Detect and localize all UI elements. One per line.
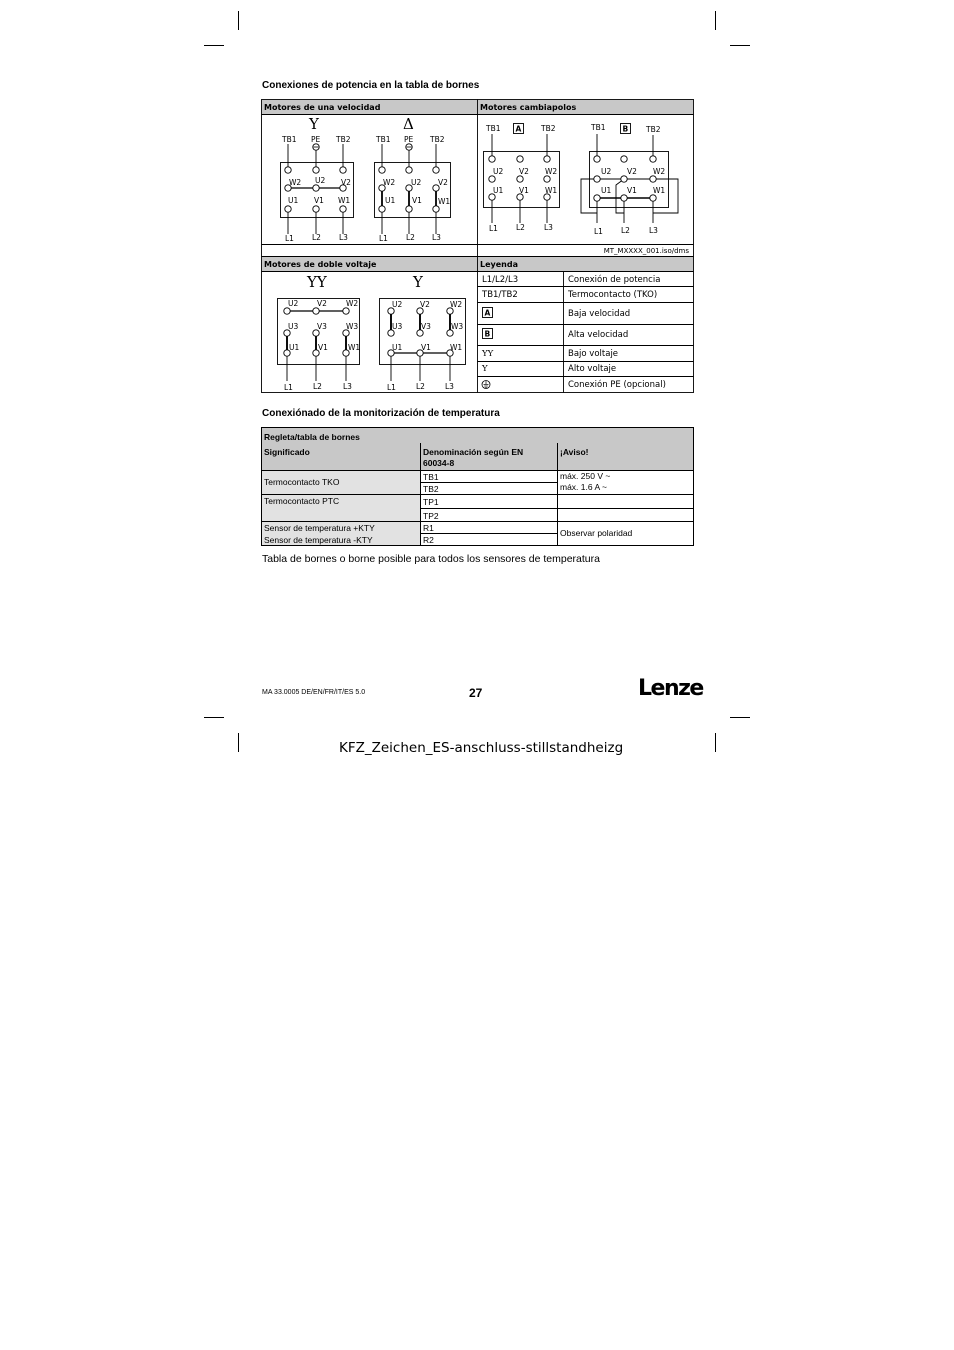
svg-text:L2: L2 — [621, 226, 630, 235]
svg-text:Conexión de potencia: Conexión de potencia — [568, 275, 661, 285]
crop-mark — [715, 733, 716, 752]
svg-text:YY: YY — [307, 273, 327, 291]
svg-text:V2: V2 — [627, 167, 637, 176]
svg-text:YY: YY — [482, 349, 494, 359]
document-reference: MA 33.0005 DE/EN/FR/IT/ES 5.0 — [262, 689, 366, 696]
file-reference: MT_MXXXX_001.iso/dms — [603, 247, 689, 255]
svg-text:V3: V3 — [317, 322, 327, 331]
svg-text:W2: W2 — [545, 167, 558, 176]
svg-text:A: A — [515, 124, 522, 134]
diagram-low-speed-a — [484, 124, 560, 234]
cell-tb1: TB1 — [423, 472, 439, 482]
svg-text:L1/L2/L3: L1/L2/L3 — [482, 275, 519, 285]
svg-text:Δ: Δ — [403, 115, 414, 133]
cell-tko-voltage: máx. 250 V ~ — [560, 471, 611, 481]
svg-text:U1: U1 — [385, 196, 396, 205]
svg-text:V2: V2 — [317, 299, 327, 308]
crop-mark — [204, 45, 224, 46]
svg-text:W2: W2 — [383, 178, 396, 187]
svg-text:Termocontacto (TKO): Termocontacto (TKO) — [568, 290, 658, 300]
crop-mark — [730, 45, 750, 46]
wiring-figure — [261, 99, 694, 393]
page-number: 27 — [469, 686, 483, 700]
svg-text:V2: V2 — [420, 300, 430, 309]
svg-text:V3: V3 — [421, 322, 431, 331]
svg-text:TB1/TB2: TB1/TB2 — [482, 290, 518, 300]
diagram-double-star-low-voltage — [278, 273, 361, 392]
svg-text:U1: U1 — [601, 186, 612, 195]
svg-text:L2: L2 — [313, 382, 322, 391]
header-dual-voltage: Motores de doble voltaje — [264, 260, 377, 269]
svg-text:V2: V2 — [341, 178, 351, 187]
svg-text:L3: L3 — [343, 382, 352, 391]
svg-text:W1: W1 — [653, 186, 666, 195]
crop-mark — [715, 11, 716, 30]
svg-text:TB2: TB2 — [430, 135, 445, 144]
svg-text:Alta velocidad: Alta velocidad — [568, 330, 629, 340]
section-title-power: Conexiones de potencia en la tabla de bornes — [262, 80, 480, 91]
svg-text:TB1: TB1 — [376, 135, 391, 144]
svg-text:B: B — [622, 124, 629, 134]
earth-symbol-icon — [482, 381, 490, 389]
row-ptc-label: Termocontacto PTC — [264, 496, 340, 506]
diagram-delta-connection — [375, 115, 451, 243]
svg-text:L3: L3 — [339, 233, 348, 242]
svg-text:Y: Y — [309, 115, 319, 133]
svg-text:W1: W1 — [348, 343, 361, 352]
svg-text:L1: L1 — [284, 383, 293, 392]
svg-text:W1: W1 — [450, 343, 463, 352]
svg-text:Alto voltaje: Alto voltaje — [568, 364, 617, 374]
svg-text:L2: L2 — [312, 233, 321, 242]
svg-text:TB1: TB1 — [282, 135, 297, 144]
svg-text:A: A — [484, 308, 491, 318]
svg-text:TB1: TB1 — [591, 123, 606, 132]
svg-text:TB2: TB2 — [336, 135, 351, 144]
svg-text:V2: V2 — [519, 167, 529, 176]
svg-text:U2: U2 — [493, 167, 504, 176]
col-header-designation-1: Denominación según EN — [423, 447, 524, 457]
svg-text:PE: PE — [404, 135, 414, 144]
svg-text:V1: V1 — [412, 196, 422, 205]
svg-text:W3: W3 — [346, 322, 359, 331]
svg-text:Y: Y — [482, 364, 488, 374]
cell-r1: R1 — [423, 523, 434, 533]
svg-text:U1: U1 — [288, 196, 299, 205]
svg-text:U1: U1 — [392, 343, 403, 352]
col-header-meaning: Significado — [264, 447, 310, 457]
svg-text:Y: Y — [413, 273, 423, 291]
header-legend: Leyenda — [480, 260, 518, 269]
header-single-speed: Motores de una velocidad — [264, 103, 381, 112]
section-title-temperature: Conexiónado de la monitorización de temperatura — [262, 408, 500, 419]
cell-tp1: TP1 — [423, 497, 439, 507]
row-kty-minus-label: Sensor de temperatura -KTY — [264, 535, 373, 545]
col-header-notice: ¡Aviso! — [560, 447, 589, 457]
svg-text:U3: U3 — [288, 322, 299, 331]
svg-text:W1: W1 — [338, 196, 351, 205]
svg-text:W1: W1 — [438, 197, 451, 206]
crop-mark — [730, 717, 750, 718]
svg-text:W3: W3 — [451, 322, 464, 331]
svg-text:L1: L1 — [285, 234, 294, 243]
svg-text:U1: U1 — [493, 186, 504, 195]
diagram-high-speed-b — [581, 123, 678, 236]
svg-text:PE: PE — [311, 135, 321, 144]
svg-text:U2: U2 — [392, 300, 403, 309]
svg-text:L3: L3 — [445, 382, 454, 391]
crop-mark — [204, 717, 224, 718]
svg-text:U1: U1 — [289, 343, 300, 352]
svg-text:L3: L3 — [544, 223, 553, 232]
svg-text:Baja velocidad: Baja velocidad — [568, 309, 631, 319]
cell-tb2: TB2 — [423, 484, 439, 494]
row-kty-plus-label: Sensor de temperatura +KTY — [264, 523, 375, 533]
svg-text:V1: V1 — [627, 186, 637, 195]
temperature-terminal-table — [261, 427, 694, 546]
svg-text:TB2: TB2 — [646, 125, 661, 134]
diagram-star-connection — [281, 115, 354, 243]
svg-text:W1: W1 — [545, 186, 558, 195]
svg-text:V1: V1 — [421, 343, 431, 352]
svg-text:V2: V2 — [438, 178, 448, 187]
svg-text:L1: L1 — [489, 224, 498, 233]
svg-text:V1: V1 — [519, 186, 529, 195]
cell-tko-current: máx. 1.6 A ~ — [560, 482, 608, 492]
header-pole-change: Motores cambiapolos — [480, 103, 577, 112]
svg-text:V1: V1 — [314, 196, 324, 205]
svg-text:L3: L3 — [649, 226, 658, 235]
diagram-star-high-voltage — [380, 273, 466, 392]
svg-text:L1: L1 — [594, 227, 603, 236]
svg-text:U2: U2 — [288, 299, 299, 308]
svg-text:TB1: TB1 — [486, 124, 501, 133]
svg-text:U2: U2 — [601, 167, 612, 176]
svg-text:U3: U3 — [392, 322, 403, 331]
svg-text:Bajo voltaje: Bajo voltaje — [568, 349, 619, 359]
svg-text:L2: L2 — [406, 233, 415, 242]
svg-text:TB2: TB2 — [541, 124, 556, 133]
svg-text:L1: L1 — [387, 383, 396, 392]
svg-text:U2: U2 — [315, 176, 326, 185]
image-caption: KFZ_Zeichen_ES-anschluss-stillstandheizg — [339, 740, 624, 756]
crop-mark — [238, 733, 239, 752]
lenze-logo: Lenze — [638, 676, 703, 701]
sensor-note: Tabla de bornes o borne posible para todos los sensores de temperatura — [262, 553, 600, 565]
crop-mark — [238, 11, 239, 30]
svg-text:U2: U2 — [411, 178, 422, 187]
svg-text:W2: W2 — [346, 299, 359, 308]
svg-text:L1: L1 — [379, 234, 388, 243]
svg-text:V1: V1 — [318, 343, 328, 352]
svg-text:B: B — [484, 329, 491, 339]
svg-text:W2: W2 — [289, 178, 302, 187]
cell-r2: R2 — [423, 535, 434, 545]
table-header-group: Regleta/tabla de bornes — [264, 432, 360, 442]
col-header-designation-2: 60034-8 — [423, 458, 455, 468]
legend — [481, 274, 666, 390]
row-tko-label: Termocontacto TKO — [264, 477, 340, 487]
cell-tp2: TP2 — [423, 511, 439, 521]
svg-text:L2: L2 — [416, 382, 425, 391]
svg-text:Conexión PE (opcional): Conexión PE (opcional) — [568, 380, 666, 390]
svg-text:W2: W2 — [653, 167, 666, 176]
cell-kty-polarity: Observar polaridad — [560, 528, 633, 538]
svg-text:L2: L2 — [516, 223, 525, 232]
svg-text:L3: L3 — [432, 233, 441, 242]
svg-text:W2: W2 — [450, 300, 463, 309]
